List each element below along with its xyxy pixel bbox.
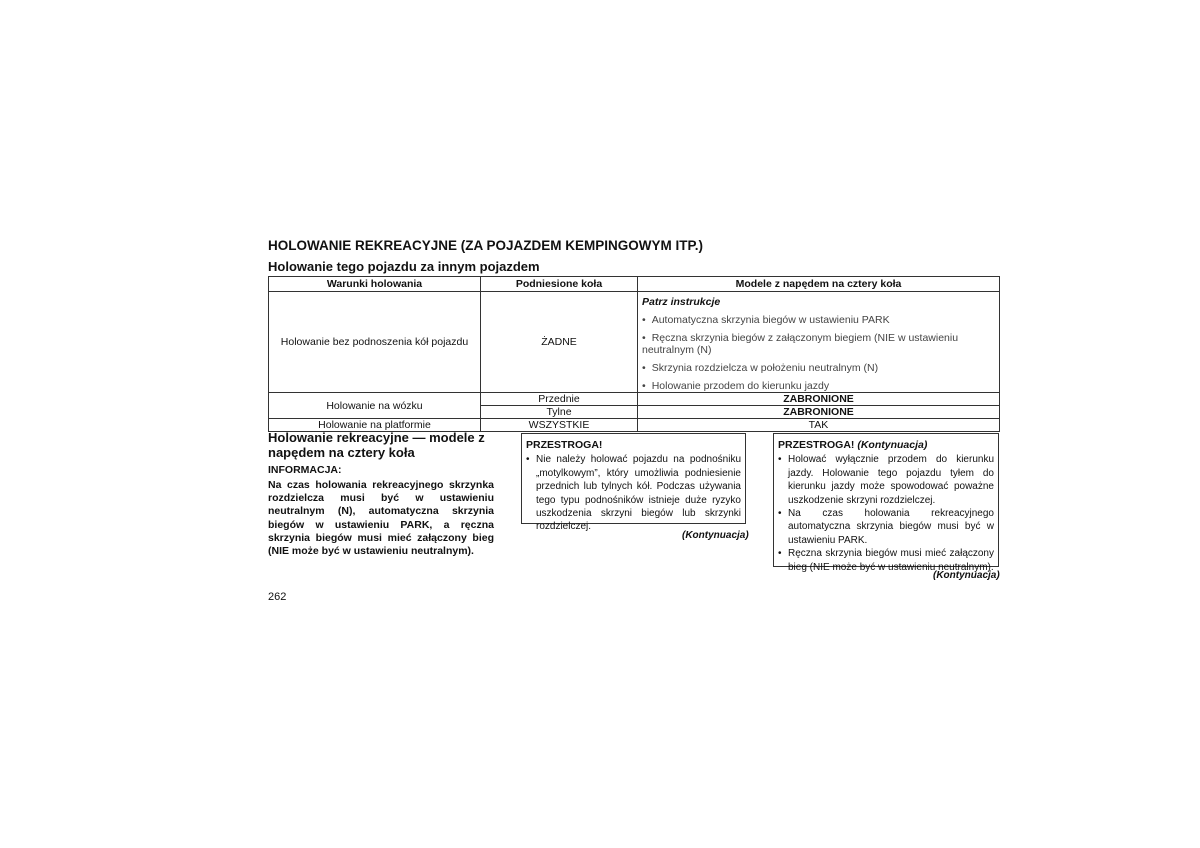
page-number: 262 (268, 591, 287, 603)
table-cell-value: ZABRONIONE (638, 393, 1000, 406)
info-label: INFORMACJA: (268, 464, 342, 476)
warning-heading: PRZESTROGA! (526, 439, 603, 451)
list-item: • Ręczna skrzynia biegów z załączonym biegiem (NIE w ustawieniu neutralnym (N) (642, 332, 995, 356)
list-item: • Automatyczna skrzynia biegów w ustawieniu PARK (642, 314, 995, 326)
continued-label: (Kontynuacja) (933, 570, 1000, 581)
table-cell-wheels: WSZYSTKIE (481, 419, 638, 432)
table-cell-condition: Holowanie bez podnoszenia kół pojazdu (269, 292, 481, 393)
table-cell-condition: Holowanie na wózku (269, 393, 481, 419)
table-header-cell: Warunki holowania (269, 277, 481, 292)
note-list (642, 314, 995, 392)
table-header-cell: Modele z napędem na cztery koła (638, 277, 1000, 292)
table-cell-notes (638, 292, 1000, 393)
table-cell-wheels: Tylne (481, 406, 638, 419)
table-row (269, 393, 1000, 406)
warning-heading-row (778, 439, 994, 452)
section-heading: Holowanie rekreacyjne — modele z napędem na cztery koła (268, 430, 485, 460)
warning-list (778, 453, 994, 574)
towing-table (268, 276, 1000, 432)
table-header-cell: Podniesione koła (481, 277, 638, 292)
table-cell-value: TAK (638, 419, 1000, 432)
warning-box (521, 433, 746, 533)
continued-label: (Kontynuacja) (682, 530, 749, 541)
warning-heading: PRZESTROGA! (778, 439, 855, 451)
note-heading: Patrz instrukcje (642, 296, 721, 308)
table-header-row (269, 277, 1000, 292)
list-item: • Holować wyłącznie przodem do kierunku jazdy. Holowanie tego pojazdu tyłem do kierunku jazdy może spowodować poważne uszkodzenie skrzyni rozdzielczej. (778, 453, 994, 507)
list-item: • Na czas holowania rekreacyjnego automatyczna skrzynia biegów musi być w ustawieniu PARK. (778, 507, 994, 547)
list-item: • Holowanie przodem do kierunku jazdy (642, 380, 995, 392)
warning-box (773, 433, 999, 573)
warning-heading-suffix: (Kontynuacja) (857, 439, 928, 451)
list-item: • Ręczna skrzynia biegów musi mieć załączony bieg (NIE może być w ustawieniu neutralnym). (778, 547, 994, 574)
info-text: Na czas holowania rekreacyjnego skrzynka rozdzielcza musi być w ustawieniu neutralnym (N), automatyczna skrzynia biegów w ustawieniu PARK, a ręczna skrzynia biegów musi mieć załączony bieg (NIE może być w ustawieniu neutralnym). (268, 479, 494, 558)
warning-list (526, 453, 741, 533)
section-subtitle: Holowanie tego pojazdu za innym pojazdem (268, 259, 540, 274)
table-row (269, 292, 1000, 393)
page-title: HOLOWANIE REKREACYJNE (ZA POJAZDEM KEMPINGOWYM ITP.) (268, 238, 704, 253)
list-item: • Nie należy holować pojazdu na podnośniku „motylkowym”, który umożliwia podniesienie przednich lub tylnych kół. Podczas używania tego typu podnośników istnieje duże ryzyko uszkodzenia skrzyni biegów lub skrzynki rozdzielczej. (526, 453, 741, 533)
list-item: • Skrzynia rozdzielcza w położeniu neutralnym (N) (642, 362, 995, 374)
table-cell-value: ZABRONIONE (638, 406, 1000, 419)
table-cell-wheels: ŻADNE (481, 292, 638, 393)
table-cell-wheels: Przednie (481, 393, 638, 406)
table-cell-condition: Holowanie na platformie (269, 419, 481, 432)
